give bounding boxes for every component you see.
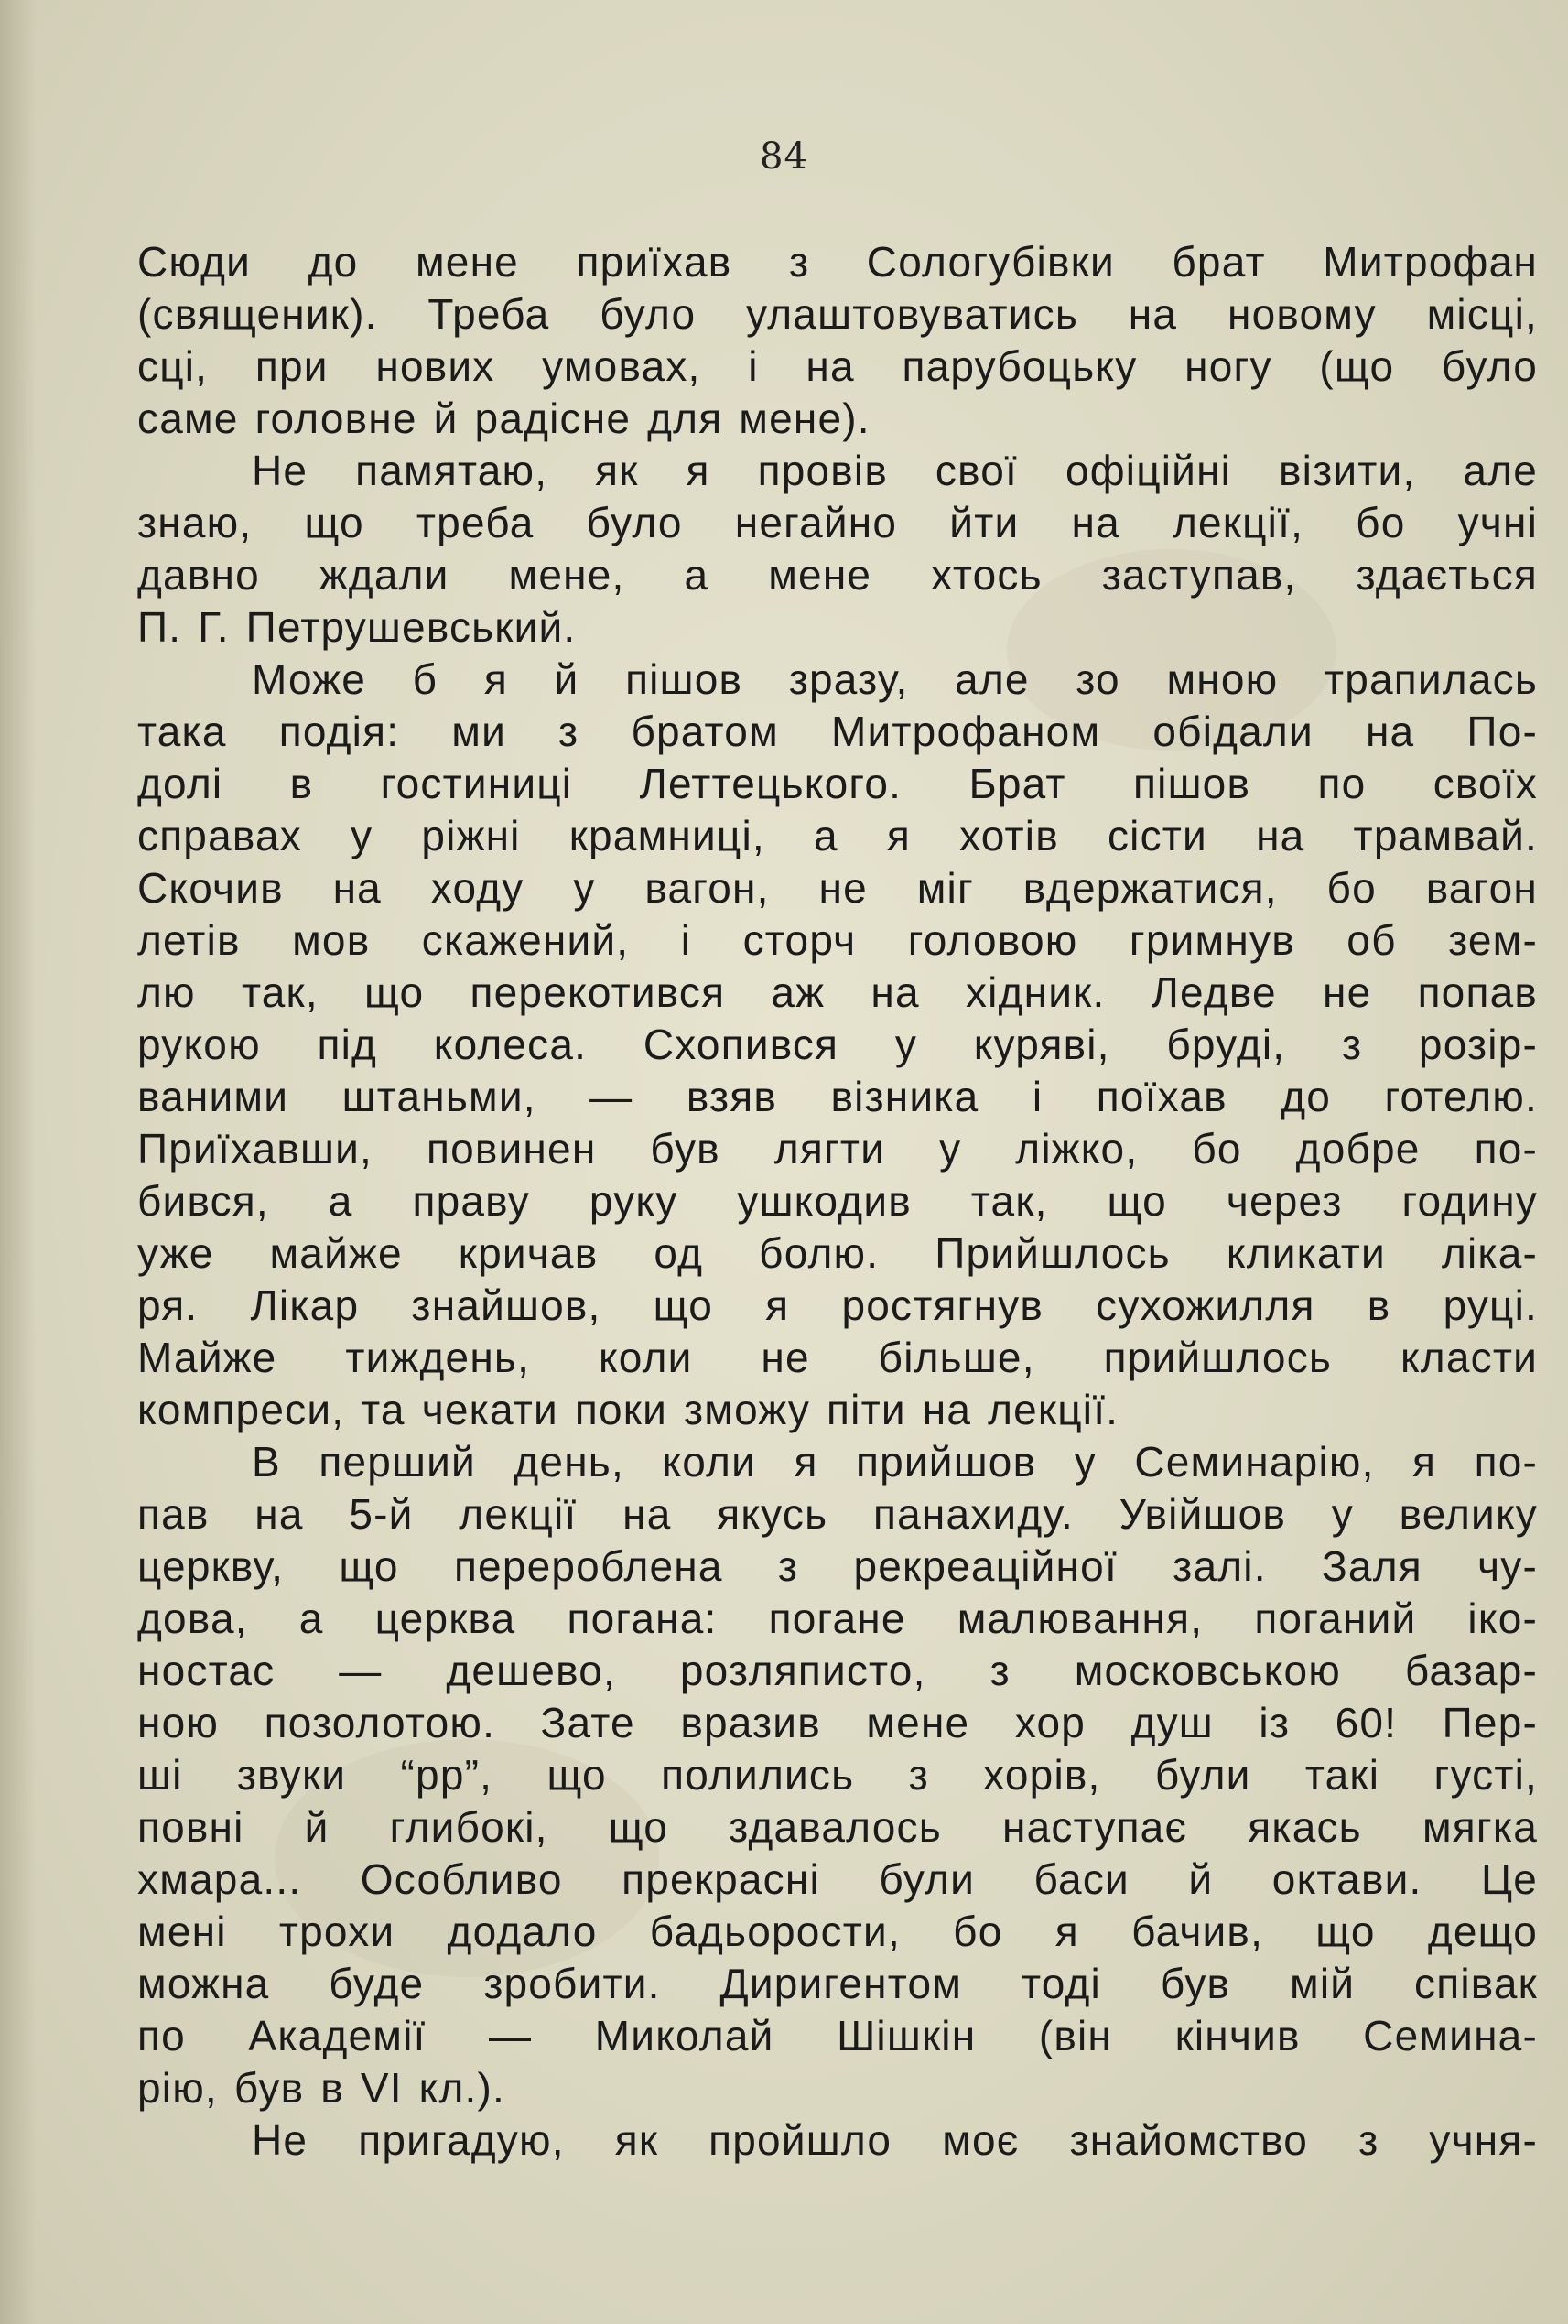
text-line: сці, при нових умовах, і на парубоцьку ногу (що було: [137, 342, 1538, 390]
page-edge-shadow: [0, 0, 37, 2324]
text-line: пав на 5-й лекції на якусь панахиду. Увійшов у велику: [137, 1490, 1538, 1538]
page-number: 84: [760, 135, 808, 178]
text-line: бився, а праву руку ушкодив так, що через годину: [137, 1177, 1538, 1225]
text-line: хмара... Особливо прекрасні були баси й октави. Це: [137, 1855, 1538, 1903]
text-line: ностас — дешево, розляписто, з московською базар-: [137, 1647, 1538, 1694]
text-line: по Академії — Миколай Шішкін (він кінчив Семина-: [137, 2012, 1538, 2059]
text-line: церкву, що перероблена з рекреаційної залі. Заля чу-: [137, 1542, 1538, 1590]
text-line: ші звуки “рр”, що полились з хорів, були такі густі,: [137, 1751, 1538, 1799]
text-line: саме головне й радісне для мене).: [137, 395, 871, 442]
text-line: Приїхавши, повинен був лягти у ліжко, бо добре по-: [137, 1125, 1538, 1173]
text-line: рію, був в VI кл.).: [137, 2064, 506, 2112]
body-text: [137, 236, 1538, 2167]
text-line: Не памятаю, як я провів свої офіційні візити, але: [252, 447, 1538, 494]
text-line: Не пригадую, як пройшло моє знайомство з учня-: [252, 2116, 1538, 2164]
text-line: В перший день, коли я прийшов у Семинарію, я по-: [252, 1438, 1538, 1486]
text-line: ною позолотою. Зате вразив мене хор душ із 60! Пер-: [137, 1699, 1538, 1746]
text-line: давно ждали мене, а мене хтось заступав, здається: [137, 551, 1538, 599]
text-line: летів мов скажений, і сторч головою гримнув об зем-: [137, 916, 1538, 964]
text-line: повні й глибокі, що здавалось наступає якась мягка: [137, 1803, 1538, 1851]
text-line: Майже тиждень, коли не більше, прийшлось класти: [137, 1334, 1538, 1381]
text-line: Сюди до мене приїхав з Сологубівки брат Митрофан: [137, 238, 1538, 286]
text-line: мені трохи додало бадьорости, бо я бачив, що дещо: [137, 1908, 1538, 1955]
text-line: Скочив на ходу у вагон, не міг вдержатися, бо вагон: [137, 864, 1538, 912]
text-line: компреси, та чекати поки зможу піти на лекції.: [137, 1386, 1119, 1433]
text-line: дова, а церква погана: погане малювання, поганий іко-: [137, 1594, 1538, 1642]
text-line: П. Г. Петрушевський.: [137, 603, 577, 651]
text-line: знаю, що треба було негайно йти на лекції, бо учні: [137, 499, 1538, 546]
text-line: долі в гостиниці Леттецького. Брат пішов по своїх: [137, 760, 1538, 807]
text-line: рукою під колеса. Схопився у куряві, бруді, з розір-: [137, 1021, 1538, 1068]
text-line: можна буде зробити. Диригентом тоді був мій співак: [137, 1960, 1538, 2007]
text-line: уже майже кричав од болю. Прийшлось кликати ліка-: [137, 1229, 1538, 1277]
text-line: ря. Лікар знайшов, що я ростягнув сухожилля в руці.: [137, 1281, 1538, 1329]
text-line: справах у ріжні крамниці, а я хотів сісти на трамвай.: [137, 812, 1538, 859]
text-line: ваними штаньми, — взяв візника і поїхав до готелю.: [137, 1073, 1538, 1120]
text-line: лю так, що перекотився аж на хідник. Ледве не попав: [137, 968, 1538, 1016]
text-line: така подія: ми з братом Митрофаном обідали на По-: [137, 708, 1538, 755]
text-line: (священик). Треба було улаштовуватись на новому місці,: [137, 290, 1538, 338]
text-line: Може б я й пішов зразу, але зо мною трапилась: [252, 655, 1538, 703]
